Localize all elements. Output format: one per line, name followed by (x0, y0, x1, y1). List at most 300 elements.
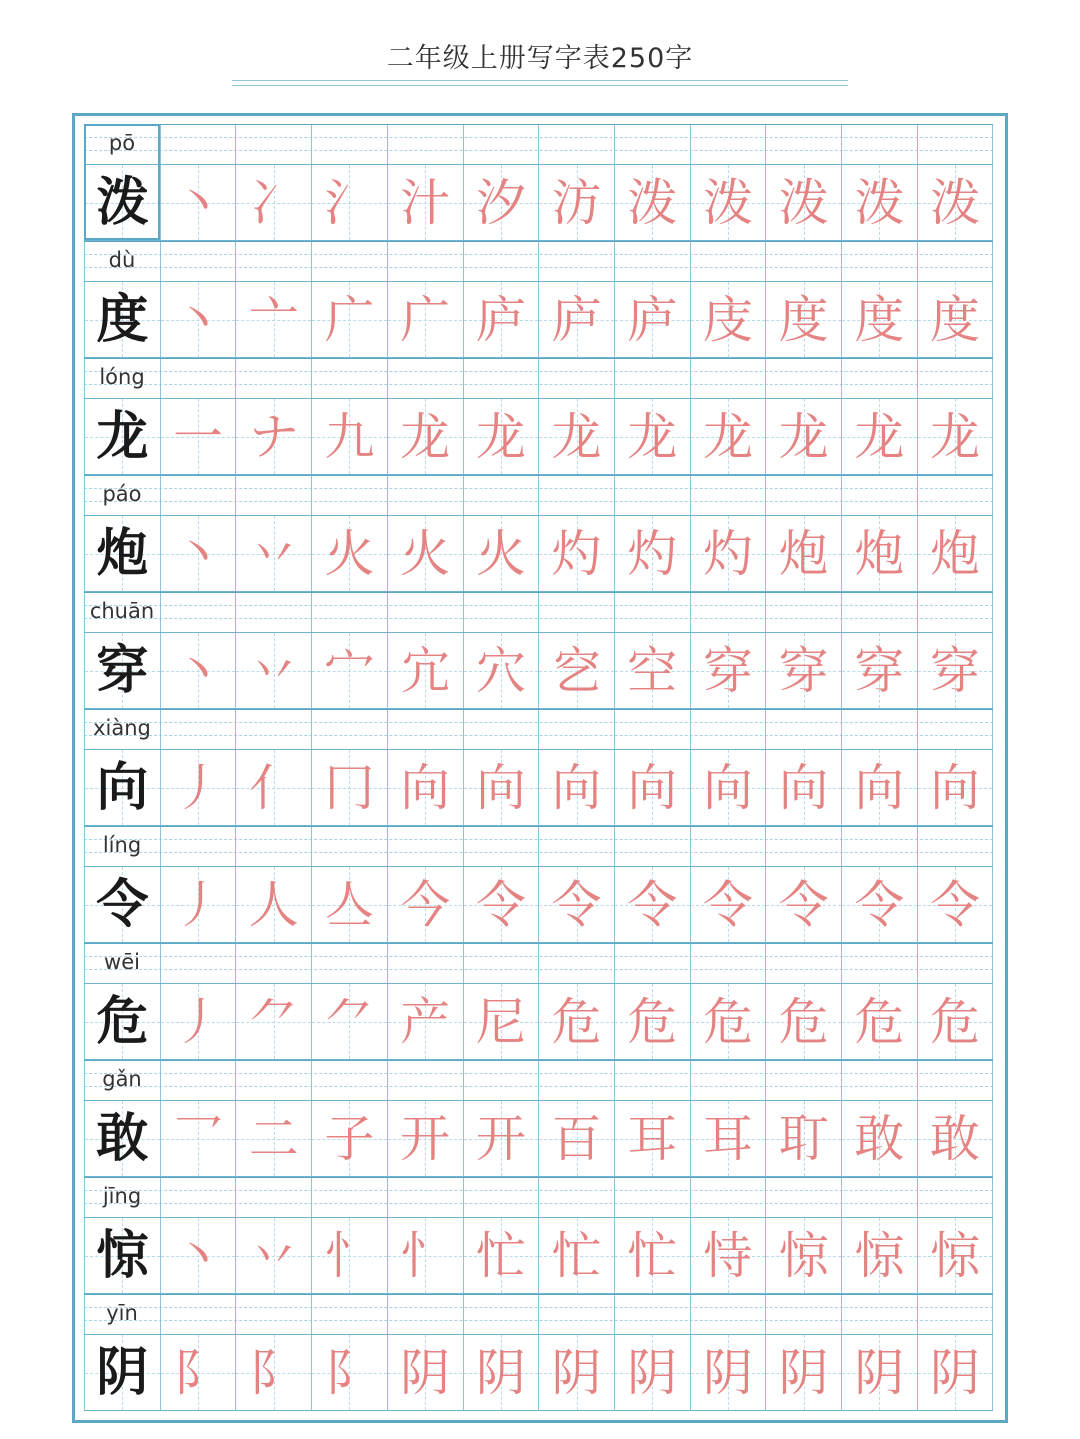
pinyin-label: páo (102, 482, 142, 506)
column-divider (614, 359, 615, 398)
column-divider (690, 827, 691, 866)
char-row (84, 358, 993, 475)
model-character-cell (84, 867, 160, 942)
stroke-step-cell (538, 750, 614, 825)
stroke-step-character: 耳 (627, 1109, 678, 1168)
stroke-step-character: 耵 (778, 1109, 829, 1168)
stroke-step-character: 丶 (173, 173, 224, 232)
stroke-step-character: 灼 (551, 524, 602, 583)
stroke-step-character: 阴 (930, 1343, 981, 1402)
stroke-step-cell (311, 516, 387, 591)
pinyin-band (84, 1177, 993, 1217)
stroke-step-cell (311, 867, 387, 942)
stroke-step-cell (614, 1218, 690, 1293)
stroke-step-cell (463, 399, 539, 474)
model-character-cell (84, 1101, 160, 1176)
column-divider (311, 710, 312, 749)
column-divider (538, 1061, 539, 1100)
column-divider (992, 593, 993, 632)
stroke-step-cell (614, 1101, 690, 1176)
stroke-step-cell (387, 1218, 463, 1293)
column-divider (765, 125, 766, 164)
practice-sheet (72, 113, 1008, 1423)
column-divider (690, 1295, 691, 1334)
stroke-step-cell (160, 750, 236, 825)
title-underline-top (232, 80, 848, 81)
column-divider (690, 593, 691, 632)
column-divider (538, 359, 539, 398)
stroke-step-cell (614, 516, 690, 591)
stroke-step-cell (690, 750, 766, 825)
column-divider (614, 593, 615, 632)
column-divider (690, 710, 691, 749)
stroke-step-cell (387, 399, 463, 474)
stroke-step-cell (690, 165, 766, 240)
stroke-step-cell (235, 1335, 311, 1410)
stroke-step-character: 穿 (778, 641, 829, 700)
character-band (84, 866, 993, 943)
stroke-step-cell (765, 867, 841, 942)
column-divider (235, 242, 236, 281)
stroke-step-cell (463, 282, 539, 357)
char-row (84, 943, 993, 1060)
stroke-step-character: 令 (551, 875, 602, 934)
char-row (84, 475, 993, 592)
column-divider (387, 1178, 388, 1217)
column-divider (311, 1178, 312, 1217)
stroke-step-cell (311, 750, 387, 825)
column-divider (235, 476, 236, 515)
column-divider (387, 1295, 388, 1334)
stroke-step-cell (538, 1218, 614, 1293)
stroke-step-character: ⺈ (248, 992, 299, 1051)
stroke-step-character: 九 (324, 407, 375, 466)
column-divider (841, 1061, 842, 1100)
column-divider (235, 1178, 236, 1217)
stroke-step-character: 令 (778, 875, 829, 934)
stroke-step-character: 惊 (778, 1226, 829, 1285)
stroke-step-cell (160, 984, 236, 1059)
stroke-step-character: 令 (702, 875, 753, 934)
stroke-step-cell (387, 165, 463, 240)
stroke-step-cell (538, 1335, 614, 1410)
stroke-step-character: 庋 (702, 290, 753, 349)
column-divider (538, 710, 539, 749)
stroke-step-character: 龙 (551, 407, 602, 466)
stroke-step-cell (235, 1218, 311, 1293)
stroke-step-character: 丷 (248, 1226, 299, 1285)
pinyin-label: yīn (106, 1301, 138, 1325)
column-divider (235, 1061, 236, 1100)
column-divider (992, 359, 993, 398)
stroke-step-cell (160, 165, 236, 240)
stroke-step-cell (917, 867, 993, 942)
stroke-step-character: 汐 (475, 173, 526, 232)
column-divider (992, 710, 993, 749)
column-divider (690, 359, 691, 398)
stroke-step-cell (387, 516, 463, 591)
character-band (84, 398, 993, 475)
column-divider (538, 593, 539, 632)
column-divider (463, 944, 464, 983)
column-divider (690, 476, 691, 515)
column-divider (614, 1295, 615, 1334)
stroke-step-cell (841, 633, 917, 708)
column-divider (841, 1178, 842, 1217)
stroke-step-cell (841, 165, 917, 240)
pinyin-band (84, 1294, 993, 1334)
stroke-step-cell (235, 282, 311, 357)
column-divider (992, 1061, 993, 1100)
column-divider (917, 827, 918, 866)
model-character-cell (84, 165, 160, 240)
stroke-step-cell (538, 282, 614, 357)
character-band (84, 1100, 993, 1177)
stroke-step-cell (765, 282, 841, 357)
column-divider (311, 1061, 312, 1100)
stroke-step-character: 危 (551, 992, 602, 1051)
stroke-step-character: 龙 (702, 407, 753, 466)
stroke-step-cell (463, 1101, 539, 1176)
stroke-step-cell (463, 750, 539, 825)
stroke-step-cell (311, 282, 387, 357)
column-divider (387, 710, 388, 749)
model-character: 穿 (96, 639, 149, 701)
model-character-cell (84, 750, 160, 825)
stroke-step-character: 惊 (854, 1226, 905, 1285)
stroke-step-character: 向 (400, 758, 451, 817)
stroke-step-character: 开 (400, 1109, 451, 1168)
stroke-step-character: 穿 (854, 641, 905, 700)
stroke-step-character: 忄 (400, 1226, 451, 1285)
stroke-step-character: 灼 (627, 524, 678, 583)
stroke-step-character: 亼 (324, 875, 375, 934)
stroke-step-character: 龙 (930, 407, 981, 466)
stroke-step-character: 穵 (551, 641, 602, 700)
model-character-cell (84, 516, 160, 591)
column-divider (765, 1295, 766, 1334)
stroke-step-character: 泼 (627, 173, 678, 232)
stroke-step-cell (614, 399, 690, 474)
stroke-step-character: ナ (248, 407, 299, 466)
stroke-step-cell (917, 750, 993, 825)
stroke-step-character: 敢 (854, 1109, 905, 1168)
column-divider (235, 359, 236, 398)
stroke-step-character: 丿 (173, 758, 224, 817)
column-divider (463, 125, 464, 164)
stroke-step-character: 龙 (854, 407, 905, 466)
column-divider (917, 476, 918, 515)
column-divider (463, 1061, 464, 1100)
column-divider (463, 242, 464, 281)
column-divider (917, 1178, 918, 1217)
stroke-step-character: 穿 (702, 641, 753, 700)
stroke-step-character: 乛 (173, 1109, 224, 1168)
char-row (84, 124, 993, 241)
column-divider (235, 593, 236, 632)
stroke-step-character: 炮 (930, 524, 981, 583)
column-divider (992, 944, 993, 983)
stroke-step-cell (160, 633, 236, 708)
stroke-step-character: 穿 (930, 641, 981, 700)
stroke-step-cell (235, 165, 311, 240)
stroke-step-character: 百 (551, 1109, 602, 1168)
stroke-step-cell (311, 984, 387, 1059)
stroke-step-cell (463, 633, 539, 708)
column-divider (841, 827, 842, 866)
stroke-step-cell (841, 984, 917, 1059)
stroke-step-cell (841, 399, 917, 474)
character-band (84, 749, 993, 826)
stroke-step-cell (235, 1101, 311, 1176)
pinyin-label: wēi (104, 950, 140, 974)
column-divider (538, 1295, 539, 1334)
column-divider (765, 944, 766, 983)
stroke-step-character: 阴 (551, 1343, 602, 1402)
column-divider (463, 593, 464, 632)
stroke-step-cell (160, 1101, 236, 1176)
column-divider (690, 1061, 691, 1100)
stroke-step-character: 恃 (702, 1226, 753, 1285)
character-band (84, 1334, 993, 1411)
pinyin-label: gǎn (102, 1067, 142, 1091)
stroke-step-cell (690, 1335, 766, 1410)
stroke-step-cell (765, 750, 841, 825)
stroke-step-cell (917, 1218, 993, 1293)
pinyin-band (84, 709, 993, 749)
column-divider (690, 1178, 691, 1217)
pinyin-label: xiàng (93, 716, 151, 740)
stroke-step-cell (160, 282, 236, 357)
column-divider (463, 1295, 464, 1334)
stroke-step-cell (538, 867, 614, 942)
stroke-step-character: 危 (627, 992, 678, 1051)
character-band (84, 164, 993, 241)
column-divider (992, 125, 993, 164)
stroke-step-character: 龙 (400, 407, 451, 466)
column-divider (690, 125, 691, 164)
stroke-step-character: 冫 (248, 173, 299, 232)
stroke-step-character: 度 (930, 290, 981, 349)
column-divider (614, 1061, 615, 1100)
column-divider (917, 593, 918, 632)
stroke-step-cell (841, 867, 917, 942)
char-row (84, 826, 993, 943)
column-divider (992, 476, 993, 515)
column-divider (917, 710, 918, 749)
column-divider (311, 476, 312, 515)
stroke-step-character: 向 (551, 758, 602, 817)
stroke-step-character: 汸 (551, 173, 602, 232)
column-divider (614, 944, 615, 983)
column-divider (765, 359, 766, 398)
stroke-step-cell (387, 633, 463, 708)
stroke-step-character: 泼 (854, 173, 905, 232)
column-divider (235, 125, 236, 164)
stroke-step-character: 忙 (475, 1226, 526, 1285)
pinyin-label: dù (108, 248, 136, 272)
stroke-step-cell (311, 1101, 387, 1176)
column-divider (538, 242, 539, 281)
model-character: 敢 (96, 1107, 149, 1169)
column-divider (387, 827, 388, 866)
stroke-step-character: 火 (475, 524, 526, 583)
column-divider (992, 1295, 993, 1334)
model-character: 惊 (96, 1224, 149, 1286)
column-divider (387, 1061, 388, 1100)
stroke-step-character: 火 (324, 524, 375, 583)
column-divider (235, 827, 236, 866)
column-divider (690, 242, 691, 281)
column-divider (387, 125, 388, 164)
column-divider (841, 710, 842, 749)
stroke-step-cell (387, 1335, 463, 1410)
stroke-step-character: 危 (778, 992, 829, 1051)
stroke-step-cell (765, 633, 841, 708)
stroke-step-cell (160, 516, 236, 591)
stroke-step-character: 氵 (324, 173, 375, 232)
column-divider (614, 710, 615, 749)
stroke-step-cell (917, 399, 993, 474)
character-band (84, 983, 993, 1060)
column-divider (917, 359, 918, 398)
stroke-step-character: 阝 (173, 1343, 224, 1402)
stroke-step-character: 火 (400, 524, 451, 583)
model-character: 阴 (96, 1341, 149, 1403)
model-character-cell (84, 1335, 160, 1410)
stroke-step-character: 冂 (324, 758, 375, 817)
stroke-step-cell (160, 1335, 236, 1410)
stroke-step-character: 庐 (627, 290, 678, 349)
stroke-step-character: 开 (475, 1109, 526, 1168)
stroke-step-cell (690, 1218, 766, 1293)
stroke-step-character: 阴 (778, 1343, 829, 1402)
character-band (84, 281, 993, 358)
stroke-step-character: ⺈ (324, 992, 375, 1051)
column-divider (841, 476, 842, 515)
column-divider (614, 476, 615, 515)
column-divider (387, 242, 388, 281)
column-divider (463, 710, 464, 749)
column-divider (235, 1295, 236, 1334)
column-divider (765, 593, 766, 632)
column-divider (841, 242, 842, 281)
stroke-step-character: 产 (400, 992, 451, 1051)
model-character: 龙 (96, 405, 149, 467)
column-divider (841, 125, 842, 164)
stroke-step-character: 阴 (702, 1343, 753, 1402)
stroke-step-character: 令 (854, 875, 905, 934)
stroke-step-cell (311, 633, 387, 708)
stroke-step-character: 宀 (324, 641, 375, 700)
stroke-step-cell (538, 399, 614, 474)
stroke-step-cell (841, 282, 917, 357)
stroke-step-cell (463, 867, 539, 942)
stroke-step-cell (765, 399, 841, 474)
stroke-step-cell (765, 984, 841, 1059)
column-divider (841, 944, 842, 983)
character-band (84, 632, 993, 709)
stroke-step-cell (690, 282, 766, 357)
stroke-step-character: 丷 (248, 641, 299, 700)
column-divider (917, 1061, 918, 1100)
stroke-step-cell (614, 165, 690, 240)
stroke-step-character: 泼 (778, 173, 829, 232)
stroke-step-character: 忙 (551, 1226, 602, 1285)
model-character: 度 (96, 288, 149, 350)
column-divider (538, 125, 539, 164)
stroke-step-character: 庐 (475, 290, 526, 349)
stroke-step-cell (690, 984, 766, 1059)
stroke-step-cell (917, 984, 993, 1059)
model-character-cell (84, 633, 160, 708)
char-row (84, 241, 993, 358)
pinyin-band (84, 826, 993, 866)
stroke-step-cell (387, 750, 463, 825)
column-divider (311, 593, 312, 632)
pinyin-band (84, 475, 993, 515)
stroke-step-character: 令 (475, 875, 526, 934)
stroke-step-character: 向 (778, 758, 829, 817)
column-divider (765, 710, 766, 749)
column-divider (387, 944, 388, 983)
column-divider (538, 476, 539, 515)
column-divider (917, 1295, 918, 1334)
stroke-step-cell (463, 165, 539, 240)
stroke-step-cell (235, 399, 311, 474)
stroke-step-character: 亻 (248, 758, 299, 817)
title-underline-bottom (232, 85, 848, 86)
stroke-step-cell (917, 1101, 993, 1176)
column-divider (311, 944, 312, 983)
stroke-step-cell (765, 1335, 841, 1410)
stroke-step-character: 度 (854, 290, 905, 349)
stroke-step-cell (765, 165, 841, 240)
stroke-step-cell (160, 867, 236, 942)
column-divider (841, 1295, 842, 1334)
stroke-step-cell (235, 984, 311, 1059)
stroke-step-character: 阴 (854, 1343, 905, 1402)
column-divider (235, 710, 236, 749)
model-character: 向 (96, 756, 149, 818)
pinyin-band (84, 943, 993, 983)
stroke-step-character: 空 (627, 641, 678, 700)
stroke-step-character: 丷 (248, 524, 299, 583)
char-row (84, 1294, 993, 1411)
column-divider (917, 944, 918, 983)
stroke-step-cell (235, 516, 311, 591)
pinyin-band (84, 241, 993, 281)
column-divider (992, 1178, 993, 1217)
stroke-step-cell (160, 1218, 236, 1293)
stroke-step-cell (765, 516, 841, 591)
column-divider (463, 359, 464, 398)
model-character: 危 (96, 990, 149, 1052)
column-divider (992, 827, 993, 866)
column-divider (614, 827, 615, 866)
stroke-step-cell (311, 399, 387, 474)
stroke-step-character: 忄 (324, 1226, 375, 1285)
stroke-step-character: 向 (702, 758, 753, 817)
char-row (84, 1060, 993, 1177)
column-divider (917, 125, 918, 164)
stroke-step-character: 一 (173, 407, 224, 466)
stroke-step-cell (160, 399, 236, 474)
stroke-step-character: 尼 (475, 992, 526, 1051)
stroke-step-cell (463, 1335, 539, 1410)
stroke-step-cell (690, 399, 766, 474)
stroke-step-character: 广 (400, 290, 451, 349)
